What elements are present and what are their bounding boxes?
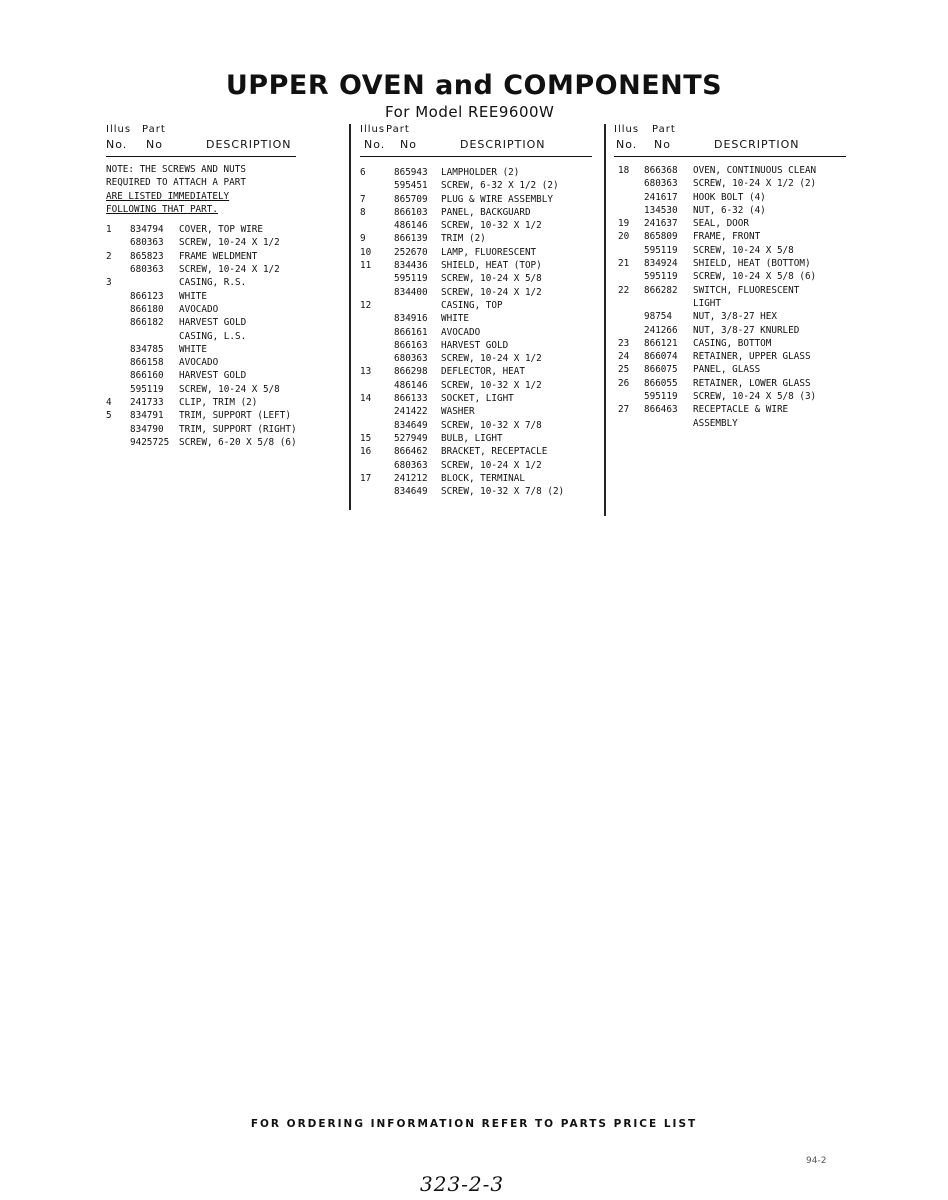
part-description: SCREW, 6-32 X 1/2 (2) [441, 180, 559, 192]
part-number: 680363 [130, 264, 164, 276]
parts-row [106, 344, 296, 357]
note-line: REQUIRED TO ATTACH A PART [106, 177, 246, 189]
part-description: AVOCADO [441, 326, 481, 338]
part-number: 595451 [394, 180, 428, 192]
part-description: RETAINER, UPPER GLASS [693, 351, 811, 363]
parts-row [360, 207, 592, 220]
parts-row [106, 277, 296, 290]
parts-row [614, 351, 846, 364]
part-number: 866133 [394, 393, 428, 405]
parts-list [614, 165, 846, 431]
part-description: NUT, 6-32 (4) [693, 204, 766, 216]
illus-number: 4 [106, 397, 112, 409]
illus-no-header: No. [106, 138, 128, 151]
part-description: SCREW, 10-32 X 7/8 [441, 419, 542, 431]
part-number: 865809 [644, 231, 678, 243]
part-number: 680363 [644, 178, 678, 190]
description-header: DESCRIPTION [714, 138, 800, 151]
parts-row [360, 420, 592, 433]
parts-row [106, 317, 296, 330]
part-number: 241733 [130, 397, 164, 409]
illus-number: 27 [618, 404, 630, 416]
illus-number: 13 [360, 366, 372, 378]
part-number: 486146 [394, 220, 428, 232]
part-number: 866158 [130, 357, 164, 369]
illus-number: 1 [106, 224, 112, 236]
description-header: DESCRIPTION [206, 138, 292, 151]
description-header: DESCRIPTION [460, 138, 546, 151]
illus-number: 17 [360, 472, 372, 484]
note-line: NOTE: THE SCREWS AND NUTS [106, 164, 246, 175]
parts-row [360, 313, 592, 326]
part-description: FRAME, FRONT [693, 231, 761, 243]
part-number: 241422 [394, 406, 428, 418]
illus-number: 15 [360, 432, 372, 444]
part-description: WHITE [441, 313, 469, 325]
part-number: 834790 [130, 423, 164, 435]
illus-number: 14 [360, 393, 372, 405]
parts-row [360, 473, 592, 486]
parts-row [360, 300, 592, 313]
parts-row [614, 338, 846, 351]
illus-no-header: No. [616, 138, 638, 151]
parts-row [360, 393, 592, 406]
part-description: SCREW, 10-32 X 1/2 [441, 379, 542, 391]
part-description: SWITCH, FLUORESCENT [693, 284, 800, 296]
part-description: SCREW, 10-24 X 1/2 [179, 237, 280, 249]
parts-row [614, 192, 846, 205]
part-description: CASING, R.S. [179, 277, 247, 289]
part-number: 866074 [644, 351, 678, 363]
part-no-header: No [146, 138, 163, 151]
parts-row [360, 247, 592, 260]
part-description: CASING, BOTTOM [693, 337, 772, 349]
part-no-header: No [654, 138, 671, 151]
part-description: RECEPTACLE & WIRE [693, 404, 789, 416]
parts-row [360, 406, 592, 419]
part-number: 866163 [394, 339, 428, 351]
parts-list [106, 224, 296, 450]
parts-row [614, 311, 846, 324]
part-description: TRIM (2) [441, 233, 486, 245]
part-number: 866055 [644, 377, 678, 389]
parts-row [360, 327, 592, 340]
part-number: 241266 [644, 324, 678, 336]
illus-number: 5 [106, 410, 112, 422]
part-number: 252670 [394, 246, 428, 258]
parts-row [106, 437, 296, 450]
part-number: 834791 [130, 410, 164, 422]
part-number: 866121 [644, 337, 678, 349]
parts-row [360, 486, 592, 499]
part-number: 834649 [394, 419, 428, 431]
parts-row [614, 245, 846, 258]
illus-number: 22 [618, 284, 630, 296]
parts-row [106, 410, 296, 423]
part-number: 9425725 [130, 436, 170, 448]
part-description: SOCKET, LIGHT [441, 393, 514, 405]
illus-number: 3 [106, 277, 112, 289]
part-description: BRACKET, RECEPTACLE [441, 446, 548, 458]
illus-number: 16 [360, 446, 372, 458]
part-number: 866075 [644, 364, 678, 376]
parts-row [614, 271, 846, 284]
part-description: SCREW, 10-24 X 5/8 (3) [693, 391, 817, 403]
illus-number: 11 [360, 260, 372, 272]
parts-row [614, 364, 846, 377]
part-number: 866368 [644, 165, 678, 176]
parts-row [106, 370, 296, 383]
parts-row [360, 273, 592, 286]
illus-number: 7 [360, 193, 366, 205]
part-description: SCREW, 6-20 X 5/8 (6) [179, 436, 297, 448]
parts-row [360, 366, 592, 379]
part-header: Part [652, 124, 676, 135]
illus-number: 9 [360, 233, 366, 245]
parts-row [106, 291, 296, 304]
parts-row [614, 178, 846, 191]
page-subtitle: For Model REE9600W [385, 103, 555, 121]
part-description: SCREW, 10-24 X 1/2 [441, 286, 542, 298]
parts-row [106, 331, 296, 344]
part-description: HARVEST GOLD [441, 339, 509, 351]
part-description: ASSEMBLY [693, 417, 738, 429]
part-description: SCREW, 10-24 X 1/2 [441, 353, 542, 365]
illus-no-header: No. [364, 138, 386, 151]
part-number: 866103 [394, 206, 428, 218]
part-number: 865823 [130, 250, 164, 262]
part-number: 834794 [130, 224, 164, 236]
part-number: 866180 [130, 303, 164, 315]
part-number: 834649 [394, 486, 428, 498]
parts-row [614, 285, 846, 298]
parts-row [106, 264, 296, 277]
parts-row [106, 224, 296, 237]
part-description: WASHER [441, 406, 475, 418]
part-description: SCREW, 10-24 X 5/8 [693, 244, 794, 256]
part-description: BLOCK, TERMINAL [441, 472, 525, 484]
parts-row [360, 460, 592, 473]
part-description: DEFLECTOR, HEAT [441, 366, 525, 378]
part-description: CASING, TOP [441, 299, 503, 311]
part-number: 595119 [644, 271, 678, 283]
column-divider [604, 124, 606, 516]
parts-row [360, 167, 592, 180]
part-description: HOOK BOLT (4) [693, 191, 766, 203]
part-description: OVEN, CONTINUOUS CLEAN [693, 165, 817, 176]
illus-number: 20 [618, 231, 630, 243]
part-number: 834916 [394, 313, 428, 325]
parts-column-2 [360, 124, 592, 499]
parts-row [106, 251, 296, 264]
part-number: 866182 [130, 317, 164, 329]
part-description: HARVEST GOLD [179, 370, 247, 382]
part-number: 866160 [130, 370, 164, 382]
parts-row [614, 378, 846, 391]
page-title: UPPER OVEN and COMPONENTS [225, 70, 723, 101]
part-number: 241617 [644, 191, 678, 203]
part-description: TRIM, SUPPORT (RIGHT) [179, 423, 297, 435]
part-description: LIGHT [693, 297, 721, 309]
handwritten-number: 323-2-3 [420, 1172, 505, 1196]
note-line: ARE LISTED IMMEDIATELY [106, 190, 230, 202]
part-description: AVOCADO [179, 357, 219, 369]
part-description: SCREW, 10-24 X 1/2 [179, 264, 280, 276]
note [106, 163, 296, 216]
part-description: SCREW, 10-32 X 1/2 [441, 220, 542, 232]
part-description: SEAL, DOOR [693, 218, 749, 230]
parts-row [614, 231, 846, 244]
parts-list [360, 167, 592, 499]
parts-row [360, 194, 592, 207]
illus-number: 19 [618, 218, 630, 230]
illus-number: 21 [618, 258, 630, 270]
illus-number: 8 [360, 206, 366, 218]
part-description: WHITE [179, 343, 207, 355]
parts-row [614, 165, 846, 178]
part-header: Part [386, 124, 410, 135]
part-description: CLIP, TRIM (2) [179, 397, 258, 409]
note-line: FOLLOWING THAT PART. [106, 203, 218, 215]
part-number: 866282 [644, 284, 678, 296]
parts-row [106, 237, 296, 250]
part-description: WHITE [179, 290, 207, 302]
part-number: 866298 [394, 366, 428, 378]
parts-row [614, 298, 846, 311]
part-description: HARVEST GOLD [179, 317, 247, 329]
part-description: AVOCADO [179, 303, 219, 315]
part-description: FRAME WELDMENT [179, 250, 258, 262]
part-number: 595119 [130, 383, 164, 395]
parts-row [106, 397, 296, 410]
part-number: 134530 [644, 204, 678, 216]
parts-row [360, 446, 592, 459]
part-description: PLUG & WIRE ASSEMBLY [441, 193, 553, 205]
part-number: 834436 [394, 260, 428, 272]
part-description: SHIELD, HEAT (TOP) [441, 260, 542, 272]
parts-row [106, 424, 296, 437]
illus-number: 23 [618, 337, 630, 349]
ordering-footer: FOR ORDERING INFORMATION REFER TO PARTS PRICE LIST [250, 1118, 698, 1130]
parts-row [360, 287, 592, 300]
illus-number: 6 [360, 167, 366, 178]
part-number: 866463 [644, 404, 678, 416]
parts-row [106, 384, 296, 397]
part-number: 834924 [644, 258, 678, 270]
illus-number: 18 [618, 165, 630, 176]
part-description: SCREW, 10-32 X 7/8 (2) [441, 486, 565, 498]
part-number: 680363 [130, 237, 164, 249]
illus-number: 2 [106, 250, 112, 262]
part-number: 680363 [394, 353, 428, 365]
part-description: RETAINER, LOWER GLASS [693, 377, 811, 389]
parts-column-3 [614, 124, 846, 431]
illus-number: 25 [618, 364, 630, 376]
part-description: PANEL, BACKGUARD [441, 206, 531, 218]
part-number: 595119 [394, 273, 428, 285]
part-description: BULB, LIGHT [441, 432, 503, 444]
part-number: 241212 [394, 472, 428, 484]
part-number: 98754 [644, 311, 672, 323]
parts-row [614, 205, 846, 218]
parts-row [360, 380, 592, 393]
part-number: 866123 [130, 290, 164, 302]
illus-number: 24 [618, 351, 630, 363]
part-description: NUT, 3/8-27 KNURLED [693, 324, 800, 336]
part-number: 834785 [130, 343, 164, 355]
part-number: 865709 [394, 193, 428, 205]
parts-row [614, 391, 846, 404]
part-description: SHIELD, HEAT (BOTTOM) [693, 258, 811, 270]
part-description: SCREW, 10-24 X 1/2 [441, 459, 542, 471]
illus-header: Illus [614, 124, 640, 135]
part-description: LAMPHOLDER (2) [441, 167, 520, 178]
part-description: SCREW, 10-24 X 1/2 (2) [693, 178, 817, 190]
part-description: SCREW, 10-24 X 5/8 (6) [693, 271, 817, 283]
part-number: 834400 [394, 286, 428, 298]
parts-row [360, 233, 592, 246]
part-description: PANEL, GLASS [693, 364, 761, 376]
parts-row [614, 258, 846, 271]
page-code: 94-2 [806, 1156, 827, 1166]
parts-row [360, 353, 592, 366]
illus-header: Illus [106, 124, 132, 135]
parts-row [360, 260, 592, 273]
parts-row [614, 418, 846, 431]
part-number: 595119 [644, 244, 678, 256]
part-description: COVER, TOP WIRE [179, 224, 263, 236]
part-description: LAMP, FLUORESCENT [441, 246, 537, 258]
part-number: 241637 [644, 218, 678, 230]
illus-number: 10 [360, 246, 372, 258]
part-number: 680363 [394, 459, 428, 471]
illus-header: Illus [360, 124, 386, 135]
parts-row [360, 340, 592, 353]
part-number: 866161 [394, 326, 428, 338]
part-description: SCREW, 10-24 X 5/8 [441, 273, 542, 285]
part-number: 865943 [394, 167, 428, 178]
part-number: 866139 [394, 233, 428, 245]
parts-row [360, 220, 592, 233]
part-description: SCREW, 10-24 X 5/8 [179, 383, 280, 395]
part-description: CASING, L.S. [179, 330, 247, 342]
part-number: 595119 [644, 391, 678, 403]
part-no-header: No [400, 138, 417, 151]
parts-row [360, 180, 592, 193]
part-number: 527949 [394, 432, 428, 444]
part-description: TRIM, SUPPORT (LEFT) [179, 410, 291, 422]
part-number: 486146 [394, 379, 428, 391]
parts-row [614, 404, 846, 417]
part-header: Part [142, 124, 166, 135]
parts-row [106, 357, 296, 370]
parts-row [360, 433, 592, 446]
parts-row [106, 304, 296, 317]
illus-number: 12 [360, 299, 372, 311]
parts-row [614, 218, 846, 231]
parts-column-1 [106, 124, 296, 450]
part-number: 866462 [394, 446, 428, 458]
part-description: NUT, 3/8-27 HEX [693, 311, 777, 323]
column-divider [349, 124, 351, 510]
parts-row [614, 325, 846, 338]
illus-number: 26 [618, 377, 630, 389]
